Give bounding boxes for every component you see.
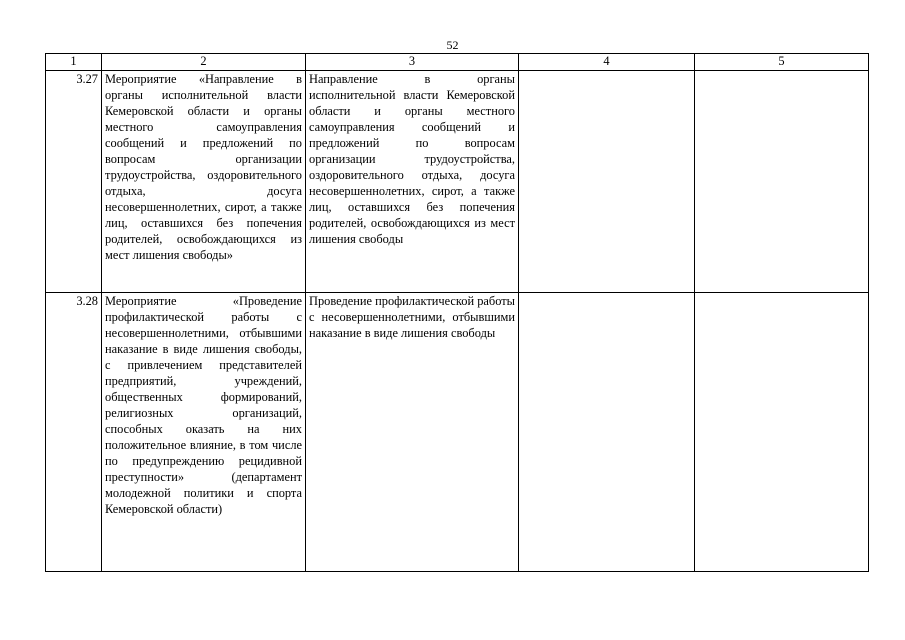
header-col-1: 1 xyxy=(46,54,102,71)
measure-col-5 xyxy=(695,71,869,293)
table-header-row xyxy=(46,54,869,71)
measure-col-5 xyxy=(695,293,869,572)
table-row xyxy=(46,293,869,572)
row-number: 3.28 xyxy=(46,293,102,572)
measure-content: Направление в органы исполнительной власти Кемеровской области и органы местного самоуправления сообщений и предложений по вопросам организации трудоустройства, оздоровительного отдыха, досуга несовершеннолетних, сирот, а также лиц, оставшихся без попечения родителей, освобождающихся из мест лишения свободы xyxy=(306,71,519,293)
page-number: 52 xyxy=(446,38,459,52)
header-col-5: 5 xyxy=(695,54,869,71)
row-number: 3.27 xyxy=(46,71,102,293)
measure-col-4 xyxy=(519,71,695,293)
measures-table xyxy=(45,53,869,572)
measure-name: Мероприятие «Направление в органы исполнительной власти Кемеровской области и органы местного самоуправления сообщений и предложений по вопросам организации трудоустройства, оздоровительного отдыха, досуга несовершеннолетних, сирот, а также лиц, оставшихся без попечения родителей, освобождающихся из мест лишения свободы» xyxy=(102,71,306,293)
header-col-3: 3 xyxy=(306,54,519,71)
header-col-4: 4 xyxy=(519,54,695,71)
measure-name: Мероприятие «Проведение профилактической работы с несовершеннолетними, отбывшими наказание в виде лишения свободы, с привлечением представителей предприятий, учреждений, общественных формирований, религиозных организаций, способных оказать на них положительное влияние, в том числе по предупреждению рецидивной преступности» (департамент молодежной политики и спорта Кемеровской области) xyxy=(102,293,306,572)
header-col-2: 2 xyxy=(102,54,306,71)
table-row xyxy=(46,71,869,293)
measure-col-4 xyxy=(519,293,695,572)
measure-content: Проведение профилактической работы с несовершеннолетними, отбывшими наказание в виде лишения свободы xyxy=(306,293,519,572)
